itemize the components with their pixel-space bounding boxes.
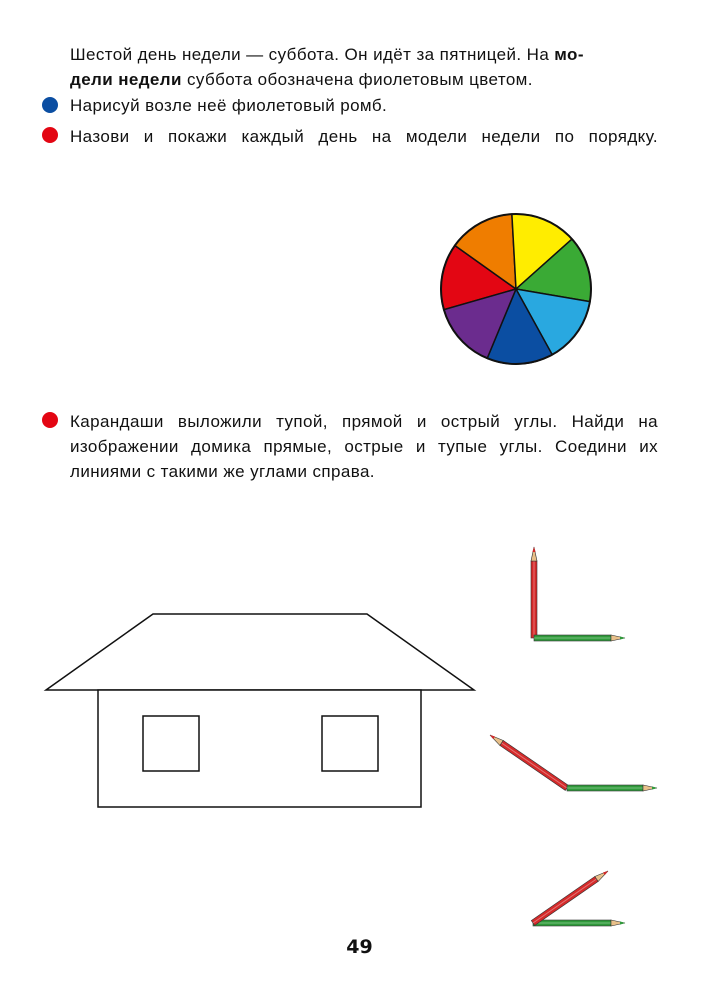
pencil-red-acute-angle — [531, 869, 609, 926]
intro-part1: Шестой день недели — суббота. Он идёт за пятницей. На — [70, 45, 550, 64]
intro-part2: суббота обозначена фиолетовым цветом. — [186, 70, 533, 89]
intro-bold-term-start: мо- — [554, 45, 584, 64]
pencil-green-right-angle — [534, 635, 625, 641]
pencil-green-obtuse-angle — [567, 785, 657, 791]
task-draw-rhombus: Нарисуй возле неё фиолетовый ромб. — [70, 96, 388, 115]
pencil-green-acute-angle — [533, 920, 625, 926]
page-number: 49 — [346, 936, 373, 958]
task-name-days: Назови и покажи каждый день на модели недели по порядку. — [70, 127, 658, 146]
intro-bold-term-end: дели недели — [70, 70, 182, 89]
task-find-angles: Карандаши выложили тупой, прямой и острый углы. Найди на изображении домика прямые, острые и тупые углы. Соедини их линиями с такими же углами справа. — [70, 412, 658, 481]
pencil-red-right-angle — [531, 547, 537, 638]
pencil-red-obtuse-angle — [488, 733, 568, 791]
